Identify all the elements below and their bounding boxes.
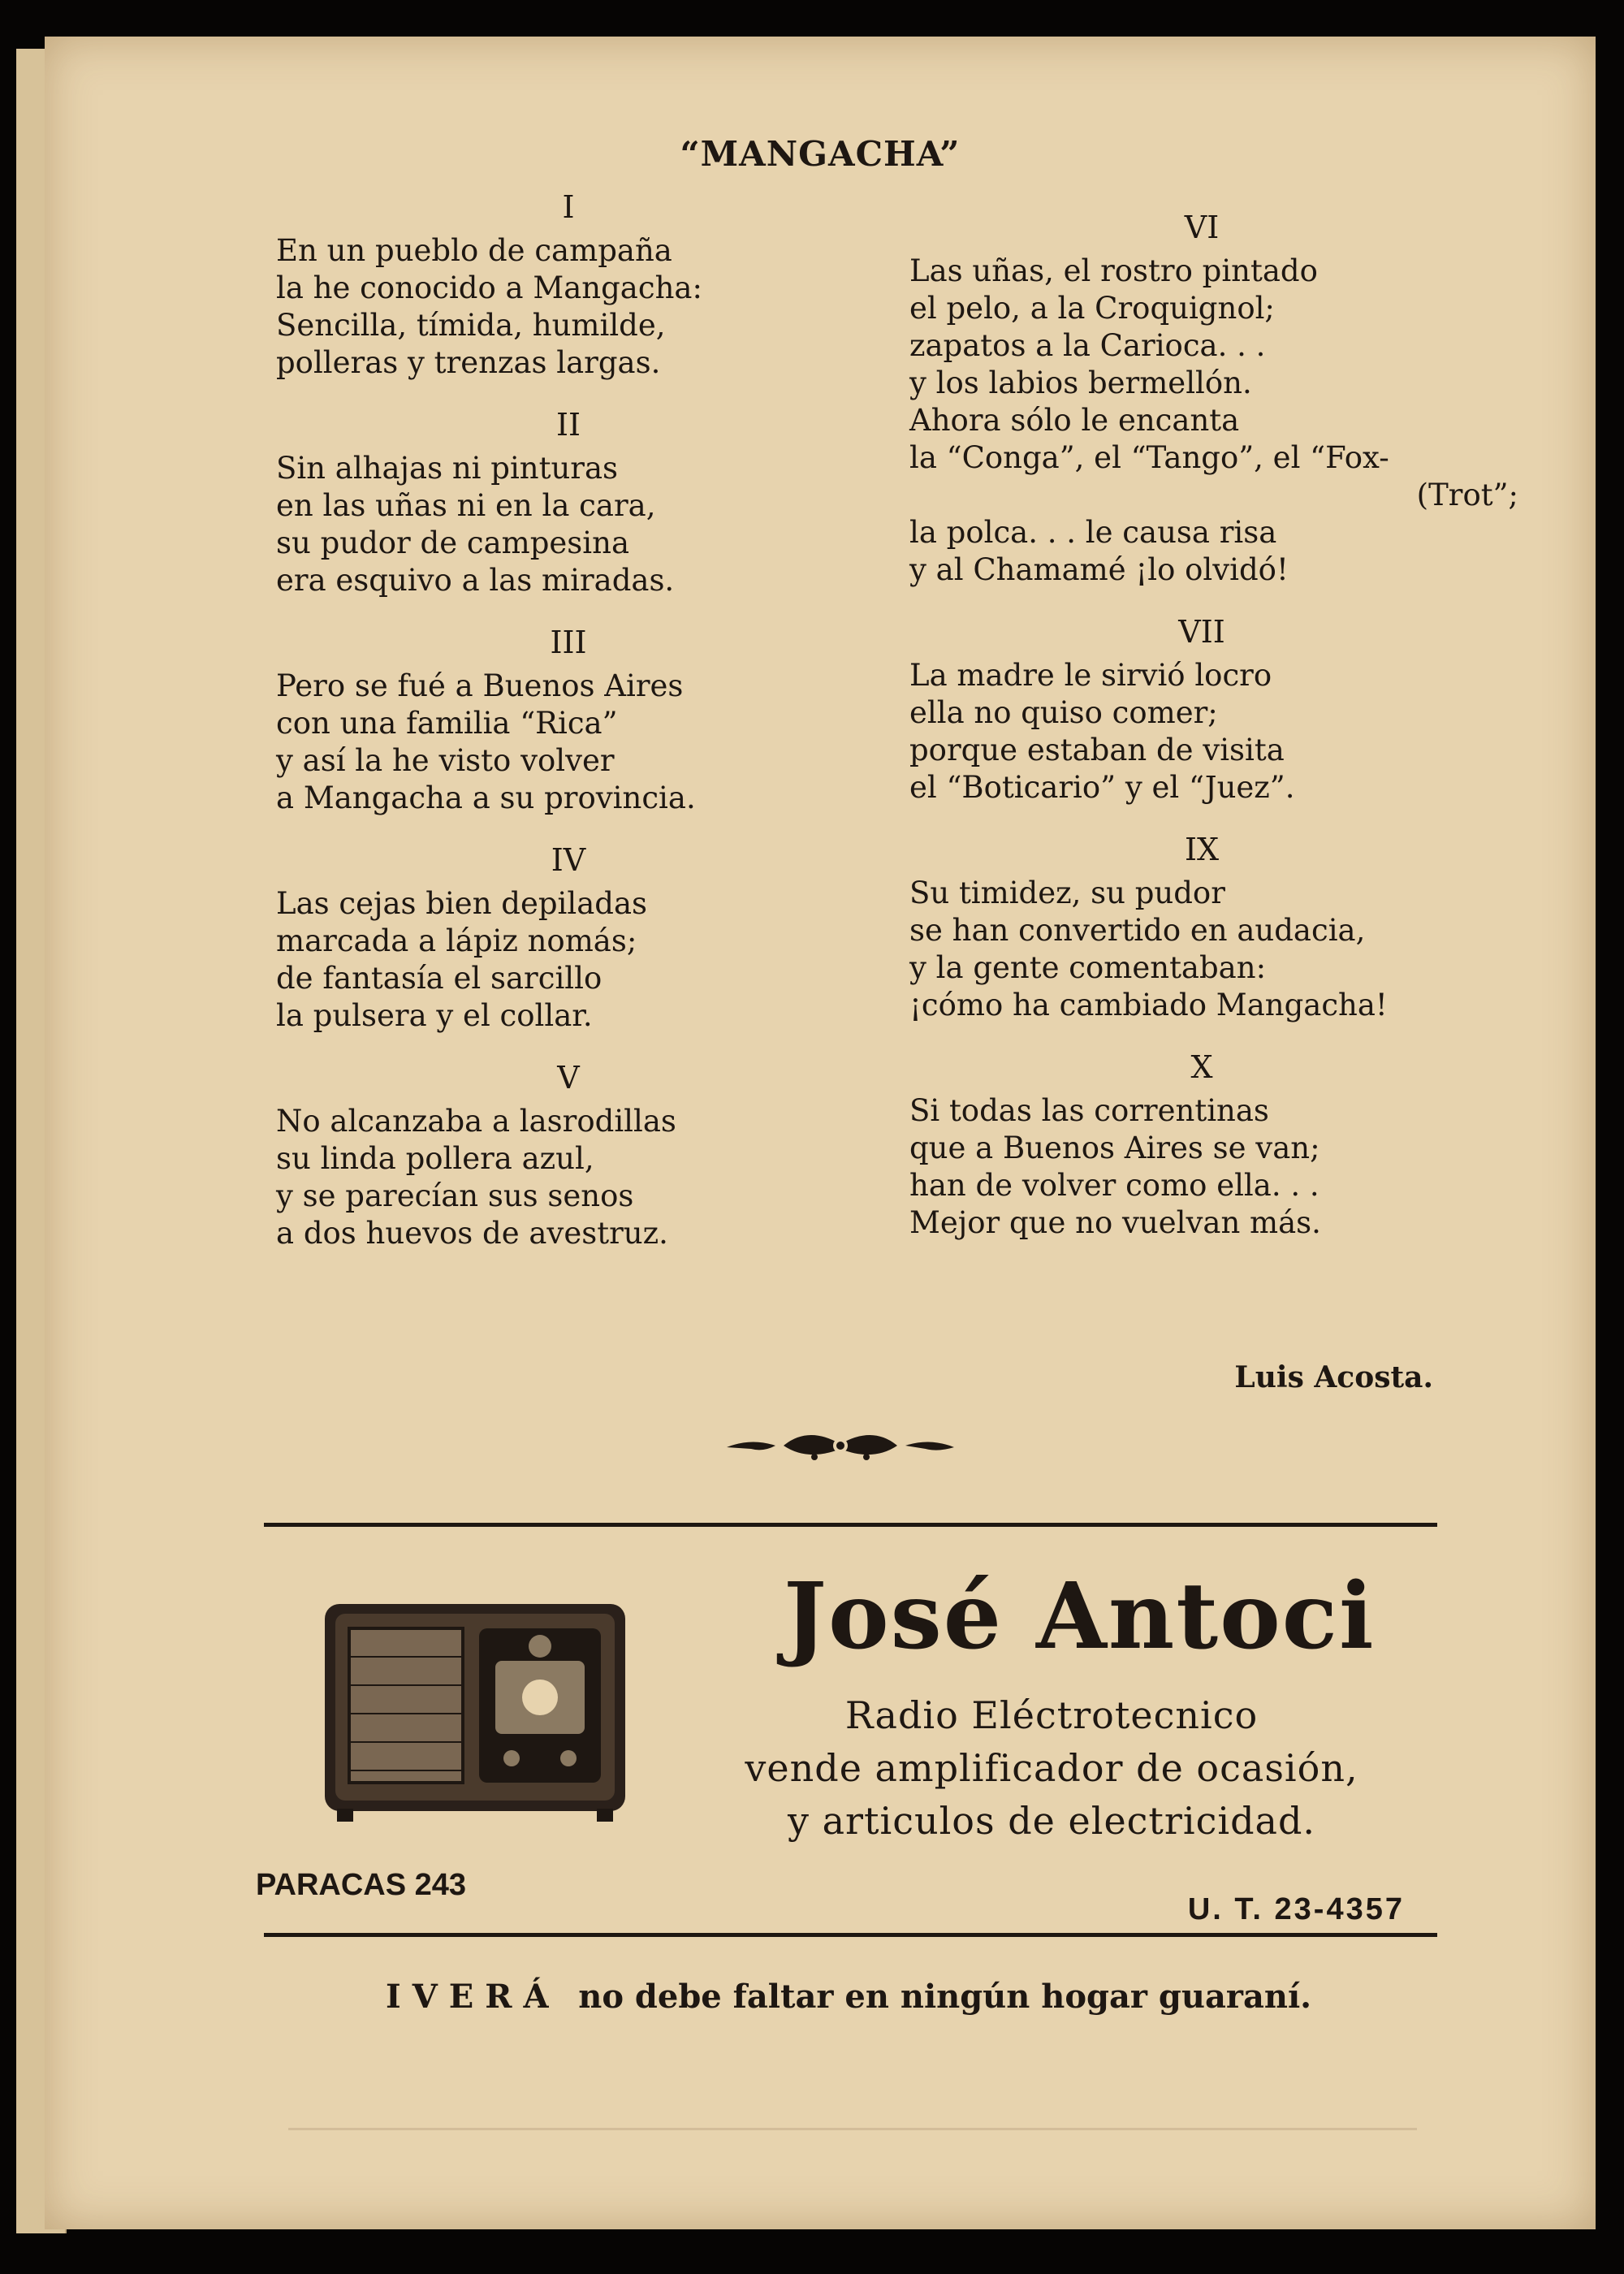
verse-line: Sencilla, tímida, humilde, (276, 308, 666, 343)
stanza-3 (276, 622, 893, 817)
verse-line: la polca. . . le causa risa (909, 515, 1277, 550)
verse-line: y los labios bermellón. (909, 365, 1252, 400)
stanza-9 (909, 829, 1527, 1024)
poem-left-column (276, 187, 893, 1275)
verse-line: ¡cómo ha cambiado Mangacha! (909, 988, 1388, 1022)
verse-line: su pudor de campesina (276, 525, 630, 560)
advertiser-description-2: y articulos de electricidad. (787, 1799, 1316, 1843)
stanza-2 (276, 404, 893, 599)
stanza-number: IX (1184, 832, 1220, 867)
verse-line-continuation: (Trot”; (1416, 478, 1518, 512)
stanza-7 (909, 612, 1527, 806)
verse-line: la pulsera y el collar. (276, 998, 593, 1033)
poem-right-column (909, 207, 1527, 1265)
advertiser-address: PARACAS 243 (256, 1868, 467, 1902)
verse-line: polleras y trenzas largas. (276, 345, 661, 380)
verse-line: y al Chamamé ¡lo olvidó! (909, 552, 1289, 587)
stanza-number: V (557, 1060, 580, 1096)
floral-ornament-icon (719, 1421, 962, 1470)
verse-line: a Mangacha a su provincia. (276, 780, 696, 815)
ad-bottom-rule (264, 1933, 1437, 1937)
verse-line: en las uñas ni en la cara, (276, 488, 656, 523)
verse-line: el pelo, a la Croquignol; (909, 291, 1275, 326)
stanza-10 (909, 1047, 1527, 1242)
verse-line: han de volver como ella. . . (909, 1168, 1320, 1203)
footer-brand: IVERÁ (386, 1978, 560, 2016)
stanza-number: II (555, 407, 581, 443)
verse-line: de fantasía el sarcillo (276, 961, 603, 996)
verse-line: La madre le sirvió locro (909, 658, 1272, 693)
verse-line: su linda pollera azul, (276, 1141, 594, 1176)
advertiser-name: José Antoci (784, 1563, 1376, 1670)
verse-line: En un pueblo de campaña (276, 233, 672, 268)
faint-divider (288, 2128, 1417, 2130)
magazine-page (45, 37, 1596, 2229)
footer-text: no debe faltar en ningún hogar guaraní. (578, 1978, 1312, 2016)
verse-line: que a Buenos Aires se van; (909, 1131, 1320, 1165)
verse-line: Pero se fué a Buenos Aires (276, 668, 684, 703)
stanza-5 (276, 1057, 893, 1252)
verse-line: con una familia “Rica” (276, 706, 618, 741)
stanza-1 (276, 187, 893, 382)
stanza-number: X (1190, 1049, 1213, 1085)
verse-line: y la gente comentaban: (909, 950, 1267, 985)
verse-line: Si todas las correntinas (909, 1093, 1269, 1128)
stanza-4 (276, 840, 893, 1035)
verse-line: la “Conga”, el “Tango”, el “Fox- (909, 440, 1389, 475)
stanza-number: IV (551, 842, 586, 878)
stanza-number: VI (1184, 210, 1220, 245)
verse-line: Mejor que no vuelvan más. (909, 1205, 1321, 1240)
verse-line: se han convertido en audacia, (909, 913, 1366, 948)
stanza-number: I (562, 189, 575, 225)
verse-line: la he conocido a Mangacha: (276, 270, 702, 305)
advertiser-description: vende amplificador de ocasión, (745, 1746, 1358, 1790)
stanza-number: III (550, 625, 587, 660)
verse-line: Las uñas, el rostro pintado (909, 253, 1318, 288)
verse-line: ella no quiso comer; (909, 695, 1218, 730)
verse-line: marcada a lápiz nomás; (276, 923, 637, 958)
verse-line: porque estaban de visita (909, 733, 1285, 767)
ad-top-rule (264, 1523, 1437, 1527)
verse-line: y se parecían sus senos (276, 1178, 634, 1213)
verse-line: el “Boticario” y el “Juez”. (909, 770, 1295, 805)
advertiser-phone: U. T. 23-4357 (1187, 1892, 1405, 1926)
verse-line: No alcanzaba a lasrodillas (276, 1104, 676, 1139)
stanza-number: VII (1178, 614, 1225, 650)
verse-line: Las cejas bien depiladas (276, 886, 648, 921)
poem-title: “MANGACHA” (680, 134, 961, 174)
verse-line: Sin alhajas ni pinturas (276, 451, 619, 486)
advertiser-tagline: Radio Eléctrotecnico (844, 1693, 1259, 1737)
stanza-6 (909, 207, 1527, 589)
poem-author: Luis Acosta. (1234, 1360, 1433, 1394)
verse-line: Ahora sólo le encanta (909, 403, 1240, 438)
verse-line: a dos huevos de avestruz. (276, 1216, 668, 1251)
footer-slogan (386, 1978, 1311, 2016)
verse-line: y así la he visto volver (276, 743, 615, 778)
verse-line: zapatos a la Carioca. . . (909, 328, 1266, 363)
verse-line: Su timidez, su pudor (909, 875, 1225, 910)
verse-line: era esquivo a las miradas. (276, 563, 675, 598)
radio-illustration (321, 1596, 629, 1827)
